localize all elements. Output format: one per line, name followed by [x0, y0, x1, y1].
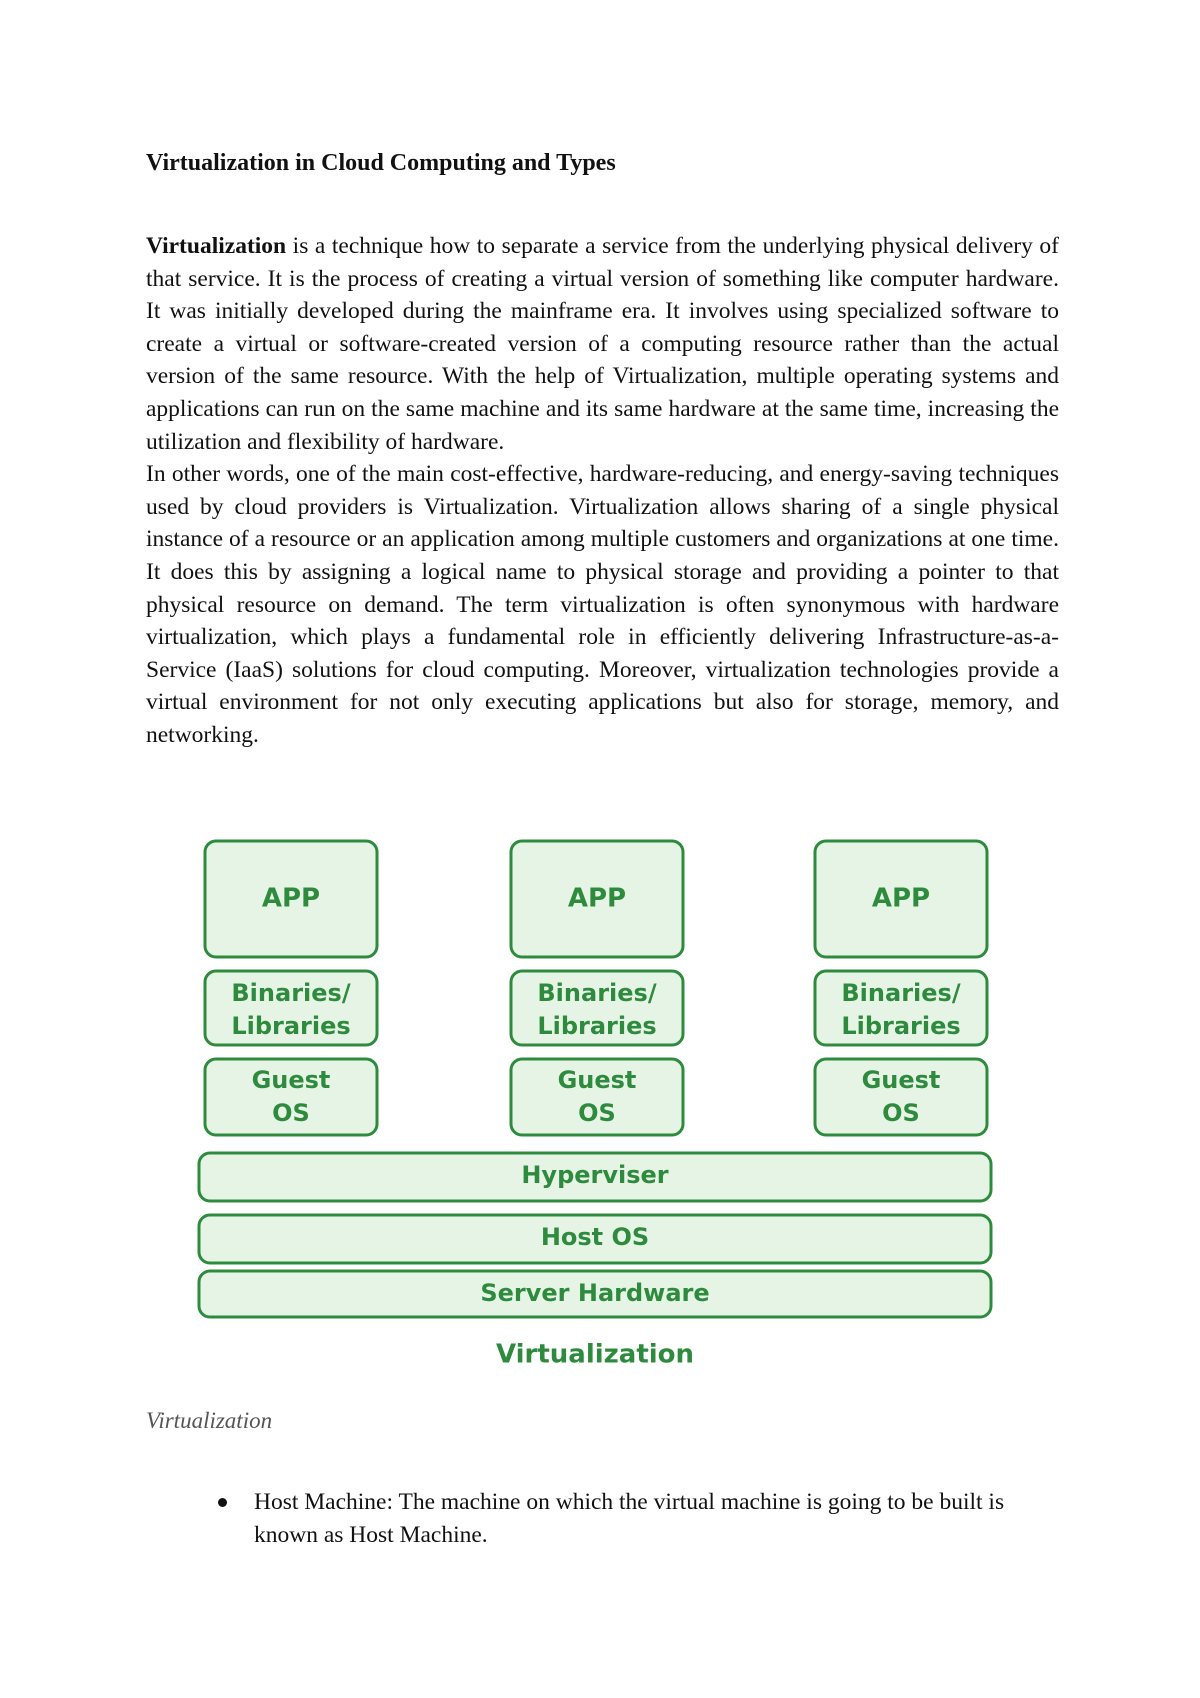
- server-hardware-label: Server Hardware: [480, 1279, 710, 1307]
- paragraph-1: [146, 230, 1059, 458]
- guest-os-label-1-line2: OS: [272, 1099, 310, 1127]
- list-item-text: Host Machine: The machine on which the virtual machine is going to be built is known as Host Machine.: [254, 1489, 1005, 1548]
- page-title: Virtualization in Cloud Computing and Types: [146, 150, 616, 176]
- app-label-1: APP: [261, 883, 321, 914]
- body-text: [146, 230, 1059, 752]
- host-os-label: Host OS: [540, 1223, 650, 1251]
- bullet-icon: [218, 1498, 227, 1507]
- binaries-label-2-line2: Libraries: [537, 1012, 657, 1040]
- binaries-label-3-line2: Libraries: [841, 1012, 961, 1040]
- guest-os-label-2-line1: Guest: [557, 1066, 637, 1094]
- guest-os-label-1-line1: Guest: [251, 1066, 331, 1094]
- list-item: [146, 1486, 1059, 1551]
- binaries-label-2-line1: Binaries/: [537, 979, 657, 1007]
- hypervisor-label: Hyperviser: [521, 1161, 669, 1189]
- app-label-3: APP: [871, 883, 931, 914]
- paragraph-1-bold-lead: Virtualization: [146, 233, 287, 259]
- app-label-2: APP: [567, 883, 627, 914]
- guest-os-label-3-line2: OS: [882, 1099, 920, 1127]
- guest-os-label-3-line1: Guest: [861, 1066, 941, 1094]
- virtualization-diagram: [193, 829, 993, 1369]
- guest-os-label-2-line2: OS: [578, 1099, 616, 1127]
- binaries-label-1-line2: Libraries: [231, 1012, 351, 1040]
- diagram-title: Virtualization: [495, 1339, 695, 1369]
- paragraph-1-text: is a technique how to separate a service from the underlying physical delivery of that service. It is the process of creating a virtual version of something like computer hardware. It was initially developed during the mainframe era. It involves using specialized software to create a virtual or software-created version of a computing resource rather than the actual version of the same resource. With the help of Virtualization, multiple operating systems and applications can run on the same machine and its same hardware at the same time, increasing the utilization and flexibility of hardware.: [146, 233, 1059, 455]
- binaries-label-1-line1: Binaries/: [231, 979, 351, 1007]
- figure-caption: Virtualization: [146, 1408, 273, 1433]
- bullet-list: [146, 1486, 1059, 1551]
- paragraph-2: In other words, one of the main cost-effective, hardware-reducing, and energy-saving techniques used by cloud providers is Virtualization. Virtualization allows sharing of a single physical instance of a resource or an application among multiple customers and organizations at one time. It does this by assigning a logical name to physical storage and providing a pointer to that physical resource on demand. The term virtualization is often synonymous with hardware virtualization, which plays a fundamental role in efficiently delivering Infrastructure-as-a-Service (IaaS) solutions for cloud computing. Moreover, virtualization technologies provide a virtual environment for not only executing applications but also for storage, memory, and networking.: [146, 461, 1059, 748]
- binaries-label-3-line1: Binaries/: [841, 979, 961, 1007]
